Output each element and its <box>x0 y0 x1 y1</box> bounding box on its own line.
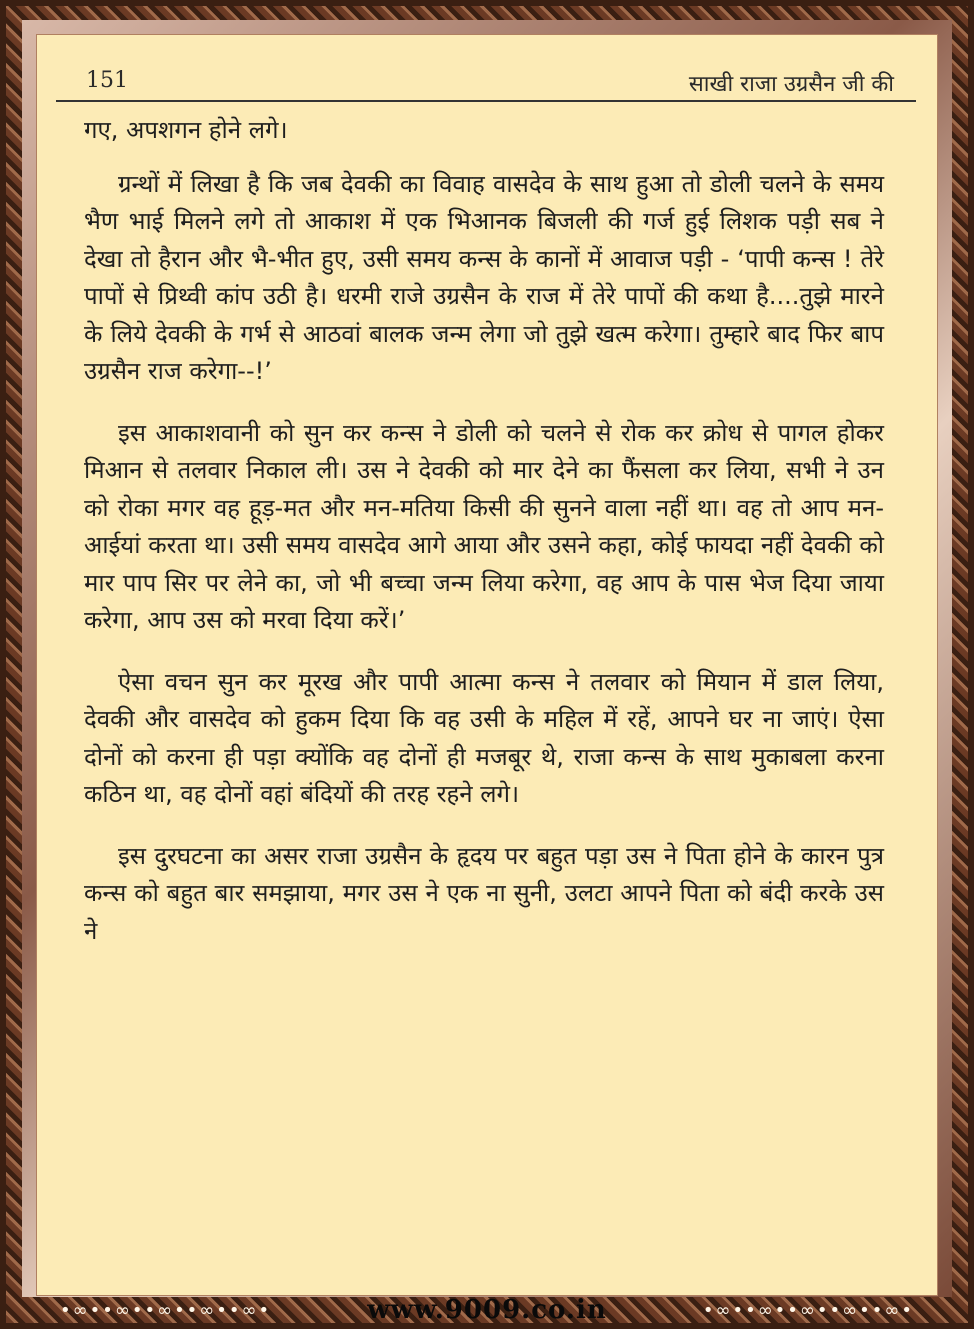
footer-ornament-left: •∞••∞••∞••∞••∞• <box>60 1300 272 1321</box>
running-title: साखी राजा उग्रसैन जी की <box>688 72 894 97</box>
header-rule <box>56 100 916 102</box>
paragraph: ग्रन्थों में लिखा है कि जब देवकी का विवाह वासदेव के साथ हुआ तो डोली चलने के समय भैण भाई मिलने लगे तो आकाश में एक भिआनक बिजली की गर्ज हुई लिशक पड़ी सब ने देखा तो हैरान और भै-भीत हुए, उसी समय कन्स के कानों में आवाज पड़ी - ‘पापी कन्स ! तेरे पापों से प्रिथ्वी कांप उठी है। धरमी राजे उग्रसैन के राज में तेरे पापों की कथा है....तुझे मारने के लिये देवकी के गर्भ से आठवां बालक जन्म लेगा जो तुझे खत्म करेगा। तुम्हारे बाद फिर बाप उग्रसैन राज करेगा--!’ <box>84 169 884 385</box>
website-link[interactable]: www.9009.co.in <box>367 1295 607 1325</box>
book-page <box>36 34 938 1296</box>
paragraph-continuation: गए, अपशगन होने लगे। <box>84 116 288 144</box>
page-body <box>84 112 884 974</box>
paragraph: इस दुरघटना का असर राजा उग्रसैन के हृदय पर बहुत पड़ा उस ने पिता होने के कारन पुत्र कन्स को बहुत बार समझाया, मगर उस ने एक ना सुनी, उलटा आपने पिता को बंदी करके उस ने <box>84 841 884 945</box>
footer-ornament-right: •∞••∞••∞••∞••∞• <box>702 1300 914 1321</box>
paragraph: इस आकाशवानी को सुन कर कन्स ने डोली को चलने से रोक कर क्रोध से पागल होकर मिआन से तलवार निकाल ली। उस ने देवकी को मार देने का फैंसला कर लिया, सभी ने उन को रोका मगर वह हूड़-मत और मन-मतिया किसी की सुनने वाला नहीं था। वह तो आप मन-आईयां करता था। उसी समय वासदेव आगे आया और उसने कहा, कोई फायदा नहीं देवकी को मार पाप सिर पर लेने का, जो भी बच्चा जन्म लिया करेगा, वह आप के पास भेज दिया जाया करेगा, आप उस को मरवा दिया करें।’ <box>84 418 884 634</box>
paragraph: ऐसा वचन सुन कर मूरख और पापी आत्मा कन्स ने तलवार को मियान में डाल लिया, देवकी और वासदेव को हुकम दिया कि वह उसी के महिल में रहें, आपने घर ना जाएं। ऐसा दोनों को करना ही पड़ा क्योंकि वह दोनों ही मजबूर थे, राजा कन्स के साथ मुकाबला करना कठिन था, वह दोनों वहां बंदियों की तरह रहने लगे। <box>84 667 884 808</box>
footer <box>0 1295 974 1329</box>
page-number: 151 <box>86 68 128 93</box>
page-header <box>56 68 914 108</box>
